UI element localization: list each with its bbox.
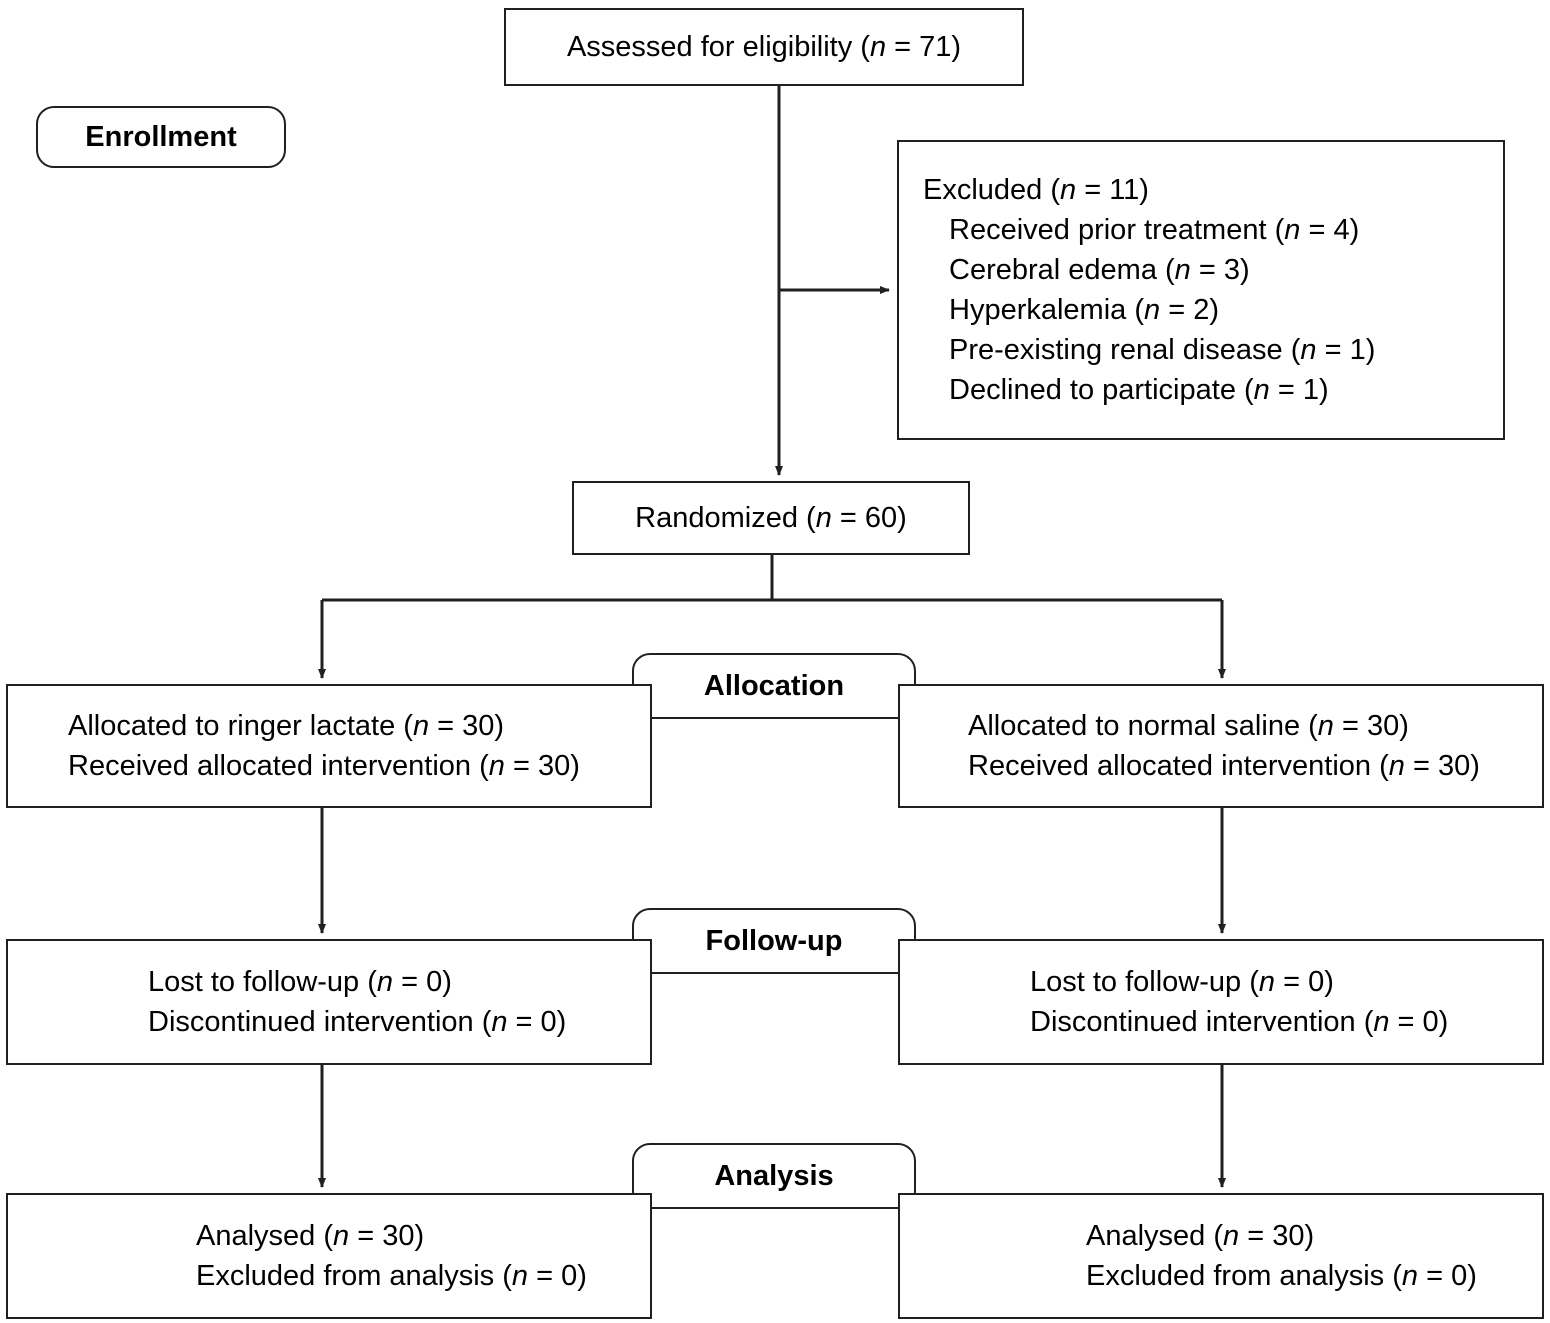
- box-assessed-for-eligibility: [504, 8, 1024, 86]
- excluded-reason-2-n-symbol: n: [1144, 294, 1161, 326]
- excluded-reason-4-n-value: = 1): [1269, 374, 1329, 407]
- analysis-right-line-1-label: Analysed (: [1086, 1219, 1224, 1252]
- excluded-reason-1-n-value: = 3): [1190, 253, 1250, 286]
- box-randomized: [572, 481, 970, 555]
- assessed-text: [567, 27, 961, 67]
- allocation-left-line-2-label: Received allocated intervention (: [68, 750, 489, 782]
- excluded-reason-0-n-value: = 4): [1300, 213, 1360, 246]
- followup-left-line-2-n-symbol: n: [491, 1006, 508, 1038]
- followup-left-line-1-n-symbol: n: [376, 965, 394, 998]
- allocation-right-line-2-n-value: = 30): [1404, 750, 1480, 782]
- allocation-right-line-2-n-symbol: n: [1388, 750, 1405, 782]
- excluded-reason-1: [923, 250, 1503, 290]
- excluded-reason-2-label: Hyperkalemia (: [949, 294, 1144, 326]
- followup-right-line-2: [1030, 1002, 1542, 1042]
- analysis-right-line-2-n-value: = 0): [1418, 1260, 1477, 1292]
- analysis-left-line-1-label: Analysed (: [196, 1219, 334, 1252]
- assessed-label: Assessed for eligibility (: [566, 30, 870, 63]
- allocation-right-line-1: [968, 706, 1542, 746]
- stage-label-followup: [632, 908, 916, 974]
- allocation-left-line-1-n-symbol: n: [412, 709, 430, 742]
- box-allocation-ringer-lactate: [6, 684, 652, 808]
- followup-right-line-2-label: Discontinued intervention (: [1030, 1006, 1374, 1038]
- excluded-reason-2: [923, 290, 1503, 330]
- randomized-n-value: = 60): [831, 501, 907, 534]
- followup-right-line-1: [1030, 962, 1542, 1002]
- excluded-reason-3: [923, 330, 1503, 370]
- followup-right-line-1-n-symbol: n: [1258, 965, 1276, 998]
- excluded-reason-3-n-symbol: n: [1300, 334, 1317, 367]
- followup-left-line-2: [148, 1002, 650, 1042]
- followup-left-line-1-label: Lost to follow-up (: [148, 965, 377, 998]
- allocation-left-line-2-n-value: = 30): [504, 750, 580, 782]
- allocation-left-line-1-n-value: = 30): [429, 709, 505, 742]
- allocation-left-line-2-n-symbol: n: [488, 750, 505, 782]
- stage-allocation-text: Allocation: [703, 669, 845, 702]
- stage-label-analysis: [632, 1143, 916, 1209]
- excluded-heading-label: Excluded (: [923, 173, 1061, 206]
- followup-right-line-1-n-value: = 0): [1275, 965, 1334, 998]
- allocation-left-line-1-label: Allocated to ringer lactate (: [68, 709, 413, 742]
- excluded-reason-4-n-symbol: n: [1253, 374, 1270, 407]
- excluded-reason-1-label: Cerebral edema (: [949, 253, 1175, 286]
- followup-right-line-2-n-symbol: n: [1373, 1006, 1390, 1038]
- excluded-reason-3-n-value: = 1): [1316, 334, 1376, 367]
- randomized-label: Randomized (: [635, 501, 816, 534]
- stage-followup-text: Follow-up: [705, 924, 843, 957]
- randomized-text: [635, 498, 907, 538]
- stage-enrollment-text: Enrollment: [85, 120, 237, 153]
- allocation-right-line-2-label: Received allocated intervention (: [968, 750, 1389, 782]
- stage-label-allocation: [632, 653, 916, 719]
- followup-left-line-1: [148, 962, 650, 1002]
- followup-right-line-2-n-value: = 0): [1389, 1006, 1449, 1038]
- allocation-left-line-2: [68, 746, 650, 786]
- excluded-reason-0-n-symbol: n: [1284, 213, 1301, 246]
- analysis-left-line-1-n-value: = 30): [349, 1219, 425, 1252]
- analysis-left-line-2-label: Excluded from analysis (: [196, 1260, 512, 1292]
- excluded-reason-2-n-value: = 2): [1160, 294, 1219, 326]
- analysis-right-line-1: [1086, 1216, 1542, 1256]
- allocation-right-line-1-n-value: = 30): [1333, 709, 1409, 742]
- excluded-heading: [923, 170, 1503, 210]
- followup-right-line-1-label: Lost to follow-up (: [1030, 965, 1259, 998]
- excluded-reason-1-n-symbol: n: [1174, 253, 1191, 286]
- analysis-left-line-1: [196, 1216, 650, 1256]
- randomized-n-symbol: n: [815, 501, 832, 534]
- analysis-right-line-2-label: Excluded from analysis (: [1086, 1260, 1402, 1292]
- allocation-right-line-1-n-symbol: n: [1317, 709, 1334, 742]
- allocation-right-line-2: [968, 746, 1542, 786]
- allocation-left-line-1: [68, 706, 650, 746]
- excluded-reason-3-label: Pre-existing renal disease (: [949, 334, 1301, 367]
- excluded-reason-0-label: Received prior treatment (: [949, 213, 1285, 246]
- analysis-left-line-2: [196, 1256, 650, 1296]
- box-analysis-right: [898, 1193, 1544, 1319]
- excluded-reason-4: [923, 370, 1503, 410]
- excluded-heading-n-value: = 11): [1076, 173, 1149, 206]
- followup-left-line-2-n-value: = 0): [507, 1006, 567, 1038]
- assessed-n-symbol: n: [869, 30, 887, 63]
- stage-analysis-text: Analysis: [714, 1159, 834, 1192]
- analysis-right-line-2: [1086, 1256, 1542, 1296]
- allocation-right-line-1-label: Allocated to normal saline (: [968, 709, 1318, 742]
- analysis-right-line-1-n-symbol: n: [1223, 1219, 1240, 1252]
- stage-label-enrollment: [36, 106, 286, 168]
- box-allocation-normal-saline: [898, 684, 1544, 808]
- box-excluded: [897, 140, 1505, 440]
- box-followup-right: [898, 939, 1544, 1065]
- analysis-left-line-2-n-value: = 0): [528, 1260, 587, 1292]
- excluded-reason-4-label: Declined to participate (: [949, 374, 1254, 407]
- assessed-n-value: = 71): [886, 30, 962, 63]
- box-followup-left: [6, 939, 652, 1065]
- analysis-right-line-2-n-symbol: n: [1401, 1260, 1419, 1292]
- followup-left-line-1-n-value: = 0): [393, 965, 452, 998]
- box-analysis-left: [6, 1193, 652, 1319]
- analysis-left-line-1-n-symbol: n: [333, 1219, 350, 1252]
- excluded-reason-0: [923, 210, 1503, 250]
- analysis-left-line-2-n-symbol: n: [511, 1260, 529, 1292]
- followup-left-line-2-label: Discontinued intervention (: [148, 1006, 492, 1038]
- excluded-heading-n-symbol: n: [1060, 173, 1077, 206]
- analysis-right-line-1-n-value: = 30): [1239, 1219, 1315, 1252]
